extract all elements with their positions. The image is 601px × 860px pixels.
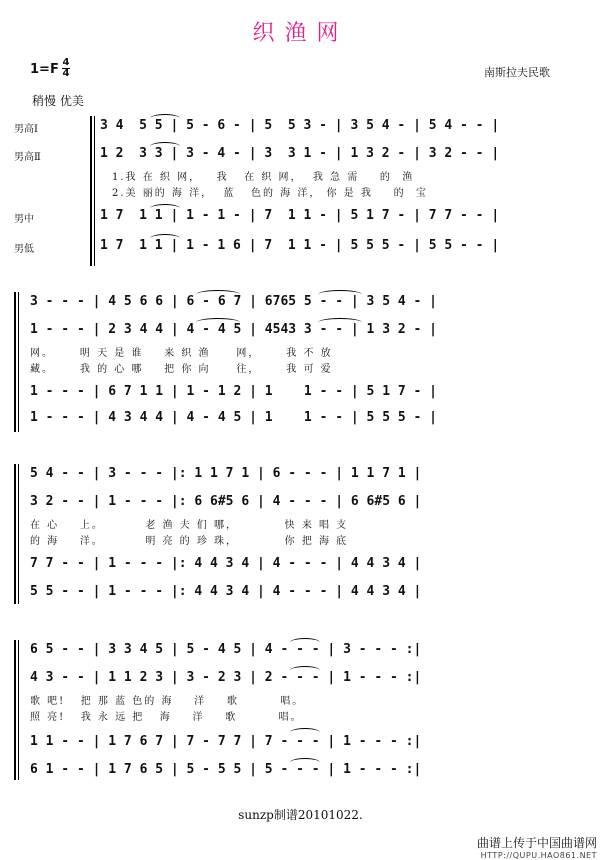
lyric-verse-2: 照 亮! 我 永 远 把 海 洋 歌 唱。 [30,712,303,723]
notes-baritone: 1 7 1 1 | 1 - 1 - | 7 1 1 - | 5 1 7 - | 7 7 - - | [100,208,500,223]
part-label-bass: 男低 [14,244,34,255]
notes-bass: 1 - - - | 4 3 4 4 | 4 - 4 5 | 1 1 - - | 5 5 5 - | [30,410,437,425]
notes-tenor-2: 1 2 3 3 | 3 - 4 - | 3 3 1 - | 1 3 2 - | 3 2 - - | [100,146,500,161]
composer-credit: 南斯拉夫民歌 [484,66,550,79]
watermark-text: 曲谱上传于中国曲谱网 [476,836,597,850]
tempo-marking: 稍慢 优美 [32,94,84,108]
notes-tenor-2: 4 3 - - | 1 1 2 3 | 3 - 2 3 | 2 - - - | 1 - - - :| [30,670,422,685]
lyric-verse-1: 1.我 在 织 网， 我 在 织 网， 我 急 需 的 渔 [112,172,415,183]
key-signature: 1=F [30,62,59,77]
part-label-tenor-2: 男高Ⅱ [14,152,41,163]
score-title: 织渔网 [252,21,349,46]
time-signature [62,58,70,79]
watermark-url: HTTP://QUPU.HAO861.NET [480,851,597,860]
transcriber-credit: sunzp制谱20101022. [238,808,363,822]
notes-baritone: 1 - - - | 6 7 1 1 | 1 - 1 2 | 1 1 - - | 5 1 7 - | [30,384,437,399]
notes-baritone: 7 7 - - | 1 - - - |: 4 4 3 4 | 4 - - - | 4 4 3 4 | [30,556,422,571]
notes-bass: 6 1 - - | 1 7 6 5 | 5 - 5 5 | 5 - - - | 1 - - - :| [30,762,422,777]
notes-tenor-1: 5 4 - - | 3 - - - |: 1 1 7 1 | 6 - - - | 1 1 7 1 | [30,466,422,481]
score-system-4 [0,636,601,786]
notes-bass: 5 5 - - | 1 - - - |: 4 4 3 4 | 4 - - - | 4 4 3 4 | [30,584,422,599]
lyric-verse-1: 歌 吧! 把 那 蓝 色的 海 洋 歌 唱。 [30,696,305,707]
score-system-1 [0,112,601,272]
meter-top: 4 [62,57,70,68]
part-label-tenor-1: 男高Ⅰ [14,124,38,135]
lyric-verse-2: 的 海 洋。 明 亮 的 珍 珠， 你 把 海 底 [30,536,349,547]
lyric-verse-1: 网。 明 天 是 谁 来 织 渔 网， 我 不 放 [30,348,333,359]
part-label-baritone: 男中 [14,214,34,225]
notes-tenor-1: 3 - - - | 4 5 6 6 | 6 - 6 7 | 6765 5 - - | 3 5 4 - | [30,294,437,309]
lyric-verse-2: 2.美 丽的 海 洋， 蓝 色的 海 洋， 你 是 我 的 宝 [112,188,428,199]
notes-tenor-2: 1 - - - | 2 3 4 4 | 4 - 4 5 | 4543 3 - - | 1 3 2 - | [30,322,437,337]
score-system-3 [0,460,601,610]
notes-bass: 1 7 1 1 | 1 - 1 6 | 7 1 1 - | 5 5 5 - | 5 5 - - | [100,238,500,253]
notes-baritone: 1 1 - - | 1 7 6 7 | 7 - 7 7 | 7 - - - | 1 - - - :| [30,734,422,749]
notes-tenor-1: 3 4 5 5 | 5 - 6 - | 5 5 3 - | 3 5 4 - | 5 4 - - | [100,118,500,133]
meter-bottom: 4 [62,68,70,79]
notes-tenor-1: 6 5 - - | 3 3 4 5 | 5 - 4 5 | 4 - - - | 3 - - - :| [30,642,422,657]
site-watermark [477,834,597,860]
lyric-verse-2: 藏。 我 的 心 哪 把 你 向 往， 我 可 爱 [30,364,333,375]
score-system-2 [0,288,601,438]
lyric-verse-1: 在 心 上。 老 渔 夫 们 哪， 快 来 唱 支 [30,520,349,531]
notes-tenor-2: 3 2 - - | 1 - - - |: 6 6#5 6 | 4 - - - | 6 6#5 6 | [30,494,422,509]
